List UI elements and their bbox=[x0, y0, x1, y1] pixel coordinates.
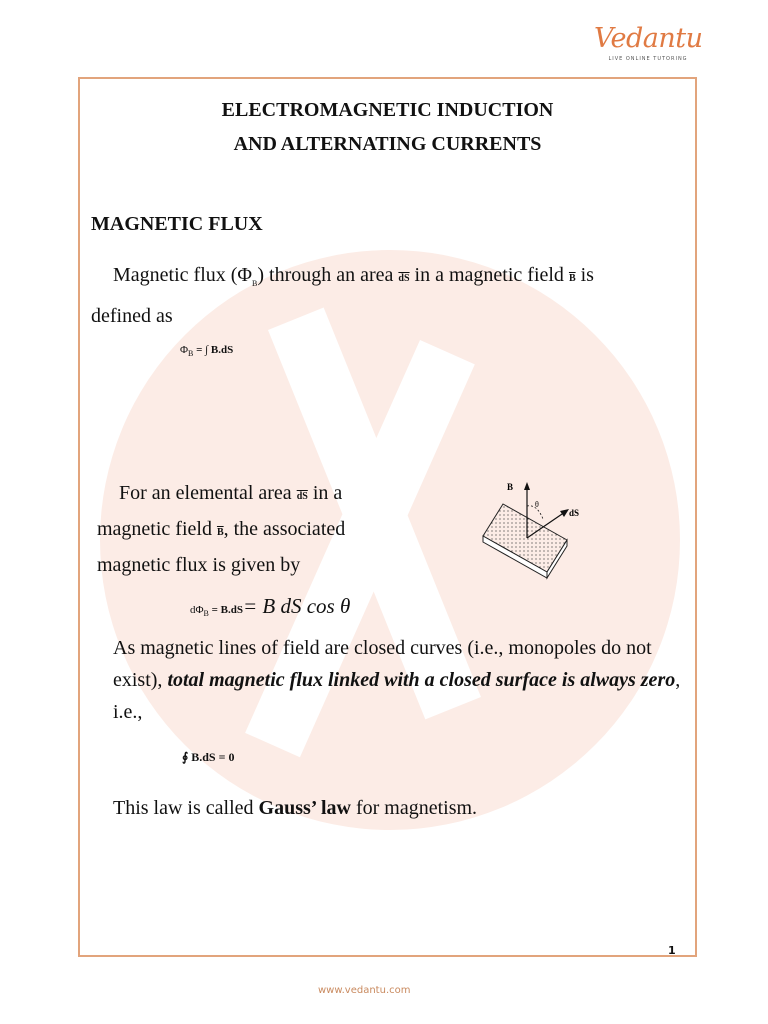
document-title-line1: ELECTROMAGNETIC INDUCTION bbox=[221, 99, 554, 121]
paragraph-elemental-area: For an elemental area $\overline{dS}$ in a magnetic field $\overline{B}$, the associated magnetic flux is given by bbox=[97, 482, 346, 576]
svg-text:dS: dS bbox=[569, 508, 580, 518]
paragraph-gauss-law: This law is called Gauss’ law for magnetism. bbox=[113, 797, 478, 819]
paragraph-flux-definition: Magnetic flux $(\Phi_B)$ through an area $\overline{dS}$ in a magnetic field $\overline{B}$ is defined as bbox=[91, 264, 594, 327]
svg-text:B: B bbox=[507, 482, 514, 492]
section-heading: MAGNETIC FLUX bbox=[91, 213, 263, 235]
equation-gauss-magnetism: ∮ B.dS = 0 bbox=[182, 750, 235, 764]
emphasis-zero-flux: total magnetic flux linked with a closed surface is always zero bbox=[167, 669, 676, 691]
page-number: 1 bbox=[668, 944, 676, 957]
equation-flux-integral: $\Phi_B$ = ∫ B.dS bbox=[180, 344, 234, 359]
logo-tagline: LIVE ONLINE TUTORING bbox=[608, 56, 688, 62]
paragraph-closed-surface: As magnetic lines of field are closed curves (i.e., monopoles do not exist), total magnetic flux linked with a closed surface is always zero, i.e., bbox=[113, 637, 681, 723]
vector-b-symbol: $\overline{B}$ bbox=[568, 273, 576, 284]
logo-wordmark: Vedantu bbox=[594, 23, 703, 54]
vedantu-logo bbox=[594, 24, 702, 68]
gauss-law-term: Gauss’ law bbox=[258, 797, 351, 819]
footer-website-link[interactable]: www.vedantu.com bbox=[318, 985, 411, 996]
svg-text:θ: θ bbox=[535, 500, 539, 509]
flux-surface-diagram bbox=[475, 474, 615, 584]
equation-elemental-flux: $d\Phi_B = B.dS= B$ dS cos θ bbox=[190, 594, 351, 619]
vector-ds-symbol: $\overline{dS}$ bbox=[398, 273, 410, 284]
document-title-line2: AND ALTERNATING CURRENTS bbox=[233, 133, 542, 155]
